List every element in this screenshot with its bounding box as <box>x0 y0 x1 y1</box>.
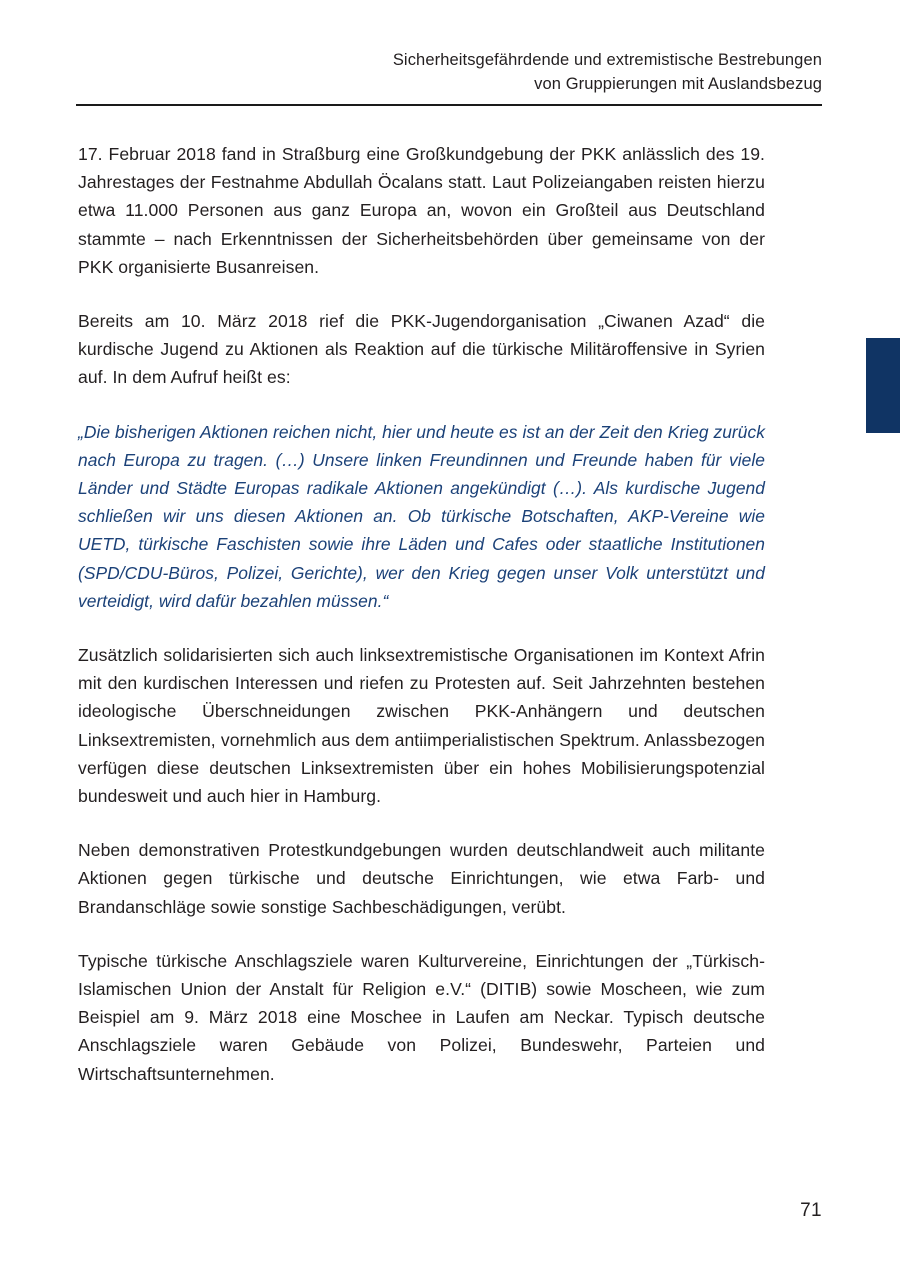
body-paragraph: Bereits am 10. März 2018 rief die PKK-Jugendorganisation „Ciwanen Azad“ die kurdische Jugend zu Aktionen als Reaktion auf die türkische Militäroffensive in Syrien auf. In dem Aufruf heißt es: <box>78 311 765 388</box>
header-rule-divider <box>76 104 822 106</box>
body-paragraph: 17. Februar 2018 fand in Straßburg eine Großkundgebung der PKK anlässlich des 19. Jahrestages der Festnahme Abdullah Öcalans statt. Laut Polizeiangaben reisten hierzu etwa 11.000 Personen aus ganz Europa an, wovon ein Großteil aus Deutschland stammte – nach Erkenntnissen der Sicherheitsbehörden über gemeinsame von der PKK organisierte Busanreisen. <box>78 144 765 277</box>
body-paragraph: Typische türkische Anschlagsziele waren Kulturvereine, Einrichtungen der „Türkisch-Islamischen Union der Anstalt für Religion e.V.“ (DITIB) sowie Moscheen, wie zum Beispiel am 9. März 2018 eine Moschee in Laufen am Neckar. Typisch deutsche Anschlagsziele waren Gebäude von Polizei, Bundeswehr, Parteien und Wirtschaftsunternehmen. <box>78 950 765 1084</box>
running-head-line-1: Sicherheitsgefährdende und extremistische Bestrebungen <box>392 51 822 69</box>
running-head <box>76 48 822 96</box>
page-number: 71 <box>800 1200 822 1221</box>
block-quote-paragraph: „Die bisherigen Aktionen reichen nicht, hier und heute es ist an der Zeit den Krieg zurück nach Europa zu tragen. (…) Unsere linken Freundinnen und Freunde haben für viele Länder und Städte Europas radikale Aktionen angekündigt (…). Als kurdische Jugend schließen wir uns diesen Aktionen an. Ob türkische Botschaften, AKP-Vereine wie UETD, türkische Faschisten sowie ihre Läden und Cafes oder staatliche Institutionen (SPD/CDU-Büros, Polizei, Gerichte), wer den Krieg gegen unser Volk unterstützt und verteidigt, wird dafür bezahlen müssen.“ <box>78 421 765 611</box>
body-text-column <box>78 140 765 1088</box>
chapter-edge-tab-marker <box>866 338 900 433</box>
body-paragraph: Neben demonstrativen Protestkundgebungen wurden deutschlandweit auch militante Aktionen gegen türkische und deutsche Einrichtungen, wie etwa Farb- und Brandanschläge sowie sonstige Sachbeschädigungen, verübt. <box>78 840 765 917</box>
body-paragraph: Zusätzlich solidarisierten sich auch linksextremistische Organisationen im Kontext Afrin mit den kurdischen Interessen und riefen zu Protesten auf. Seit Jahrzehnten bestehen ideologische Überschneidungen zwischen PKK-Anhängern und deutschen Linksextremisten, vornehmlich aus dem antiimperialistischen Spektrum. Anlassbezogen verfügen diese deutschen Linksextremisten über ein hohes Mobilisierungspotenzial bundesweit und auch hier in Hamburg. <box>78 645 765 807</box>
running-head-line-2: von Gruppierungen mit Auslandsbezug <box>534 75 822 93</box>
